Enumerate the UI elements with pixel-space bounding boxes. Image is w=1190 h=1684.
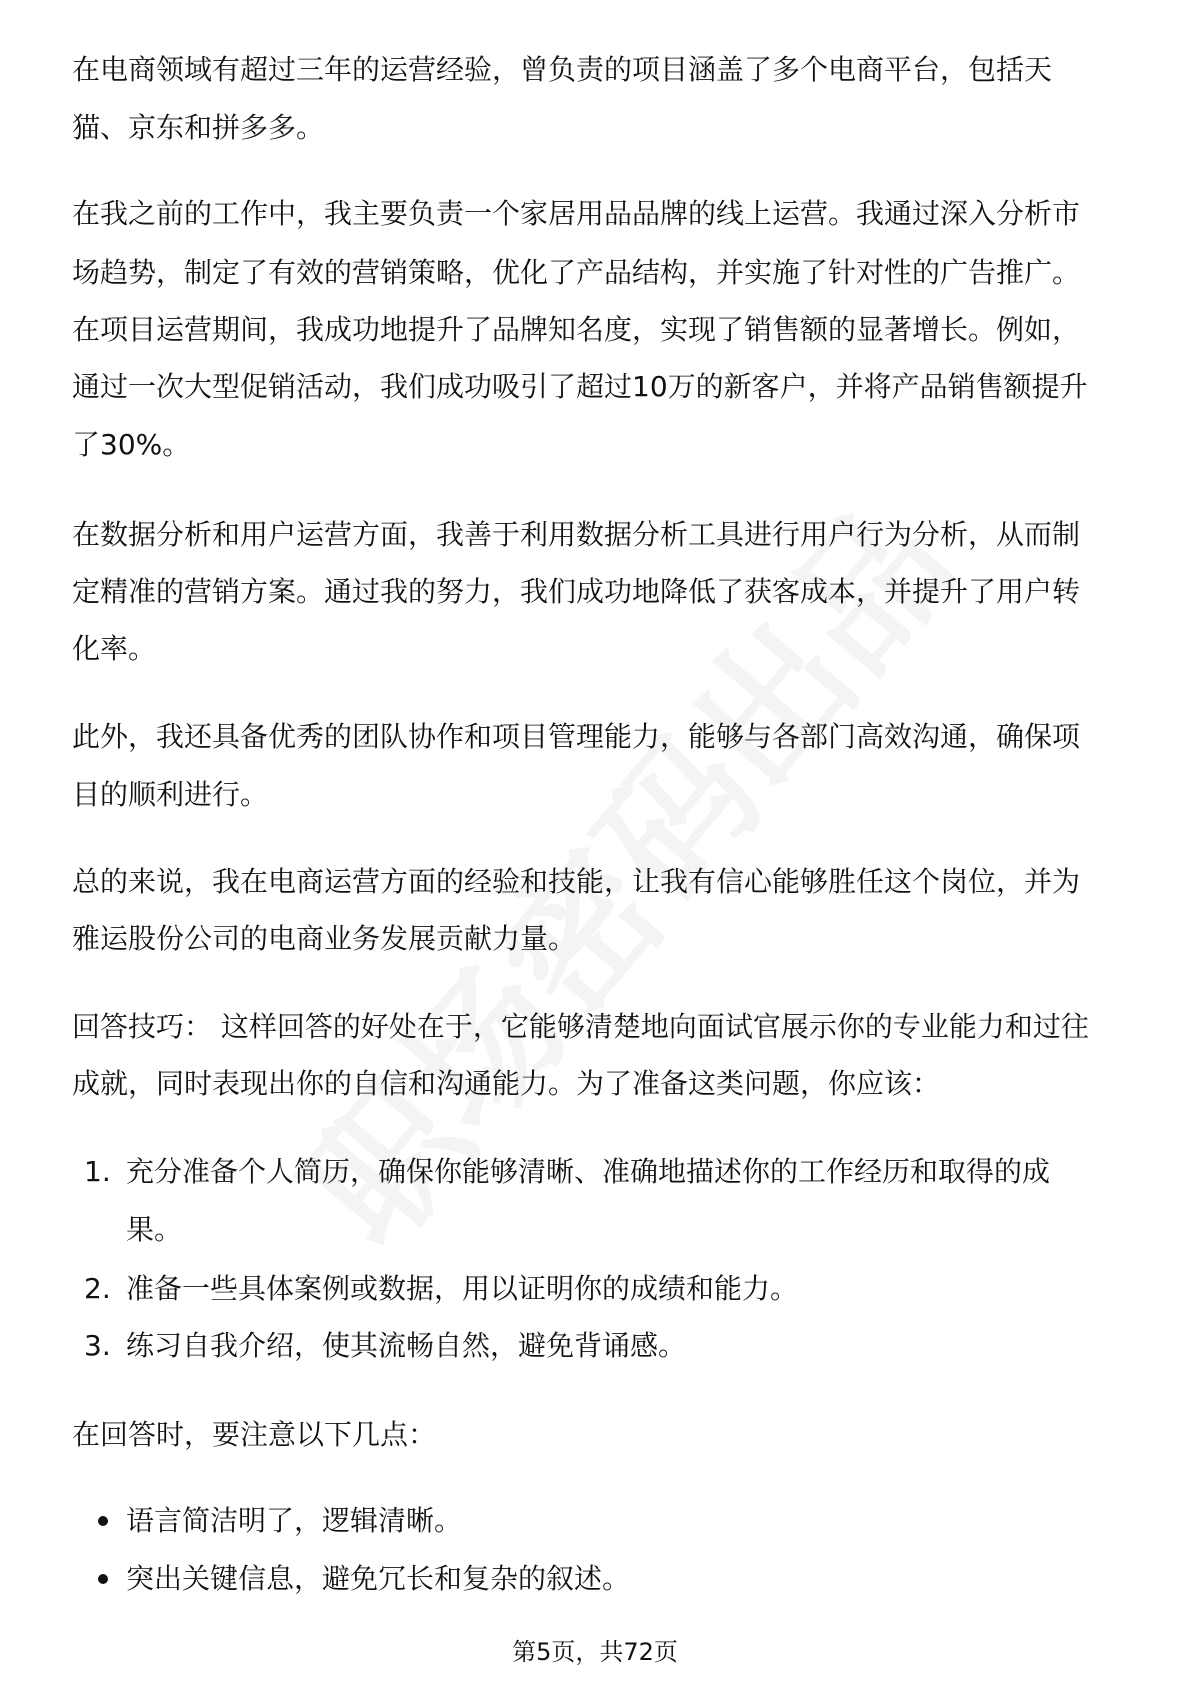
paragraph-line: 猫、京东和拼多多。 [72,111,325,144]
paragraph-line: 成就，同时表现出你的自信和沟通能力。为了准备这类问题，你应该： [72,1067,941,1100]
list-item-text: 准备一些具体案例或数据，用以证明你的成绩和能力。 [126,1272,799,1305]
paragraph-line: 目的顺利进行。 [72,778,269,811]
paragraph-line: 定精准的营销方案。通过我的努力，我们成功地降低了获客成本，并提升了用户转 [72,575,1081,608]
paragraph-line: 总的来说，我在电商运营方面的经验和技能，让我有信心能够胜任这个岗位，并为 [72,865,1081,898]
section-note: 在回答时，要注意以下几点： [72,1418,437,1451]
page-footer: 第5页，共72页 [512,1638,678,1666]
list-item-text: 充分准备个人简历，确保你能够清晰、准确地描述你的工作经历和取得的成 [126,1155,1051,1188]
bullet-icon [98,1516,108,1526]
paragraph-line: 回答技巧： 这样回答的好处在于，它能够清楚地向面试官展示你的专业能力和过往 [72,1010,1089,1043]
list-number: 1. [84,1155,111,1188]
bullet-icon [98,1574,108,1584]
paragraph-line: 场趋势，制定了有效的营销策略，优化了产品结构，并实施了针对性的广告推广。 [72,256,1081,289]
paragraph-line: 此外，我还具备优秀的团队协作和项目管理能力，能够与各部门高效沟通，确保项 [72,720,1081,753]
bullet-item-text: 语言简洁明了，逻辑清晰。 [126,1504,463,1537]
bullet-item-text: 突出关键信息，避免冗长和复杂的叙述。 [126,1562,631,1595]
paragraph-line: 通过一次大型促销活动，我们成功吸引了超过10万的新客户，并将产品销售额提升 [72,370,1088,403]
list-number: 3. [84,1329,111,1362]
paragraph-line: 在项目运营期间，我成功地提升了品牌知名度，实现了销售额的显著增长。例如， [72,313,1081,346]
paragraph-line: 了30%。 [72,428,191,461]
paragraph-line: 在数据分析和用户运营方面，我善于利用数据分析工具进行用户行为分析，从而制 [72,518,1081,551]
list-item-text: 练习自我介绍，使其流畅自然，避免背诵感。 [126,1329,687,1362]
paragraph-line: 化率。 [72,632,157,665]
paragraph-line: 雅运股份公司的电商业务发展贡献力量。 [72,922,577,955]
list-item-text: 果。 [126,1213,183,1246]
paragraph-line: 在我之前的工作中，我主要负责一个家居用品品牌的线上运营。我通过深入分析市 [72,197,1081,230]
paragraph-line: 在电商领域有超过三年的运营经验，曾负责的项目涵盖了多个电商平台，包括天 [72,53,1053,86]
list-number: 2. [84,1272,111,1305]
